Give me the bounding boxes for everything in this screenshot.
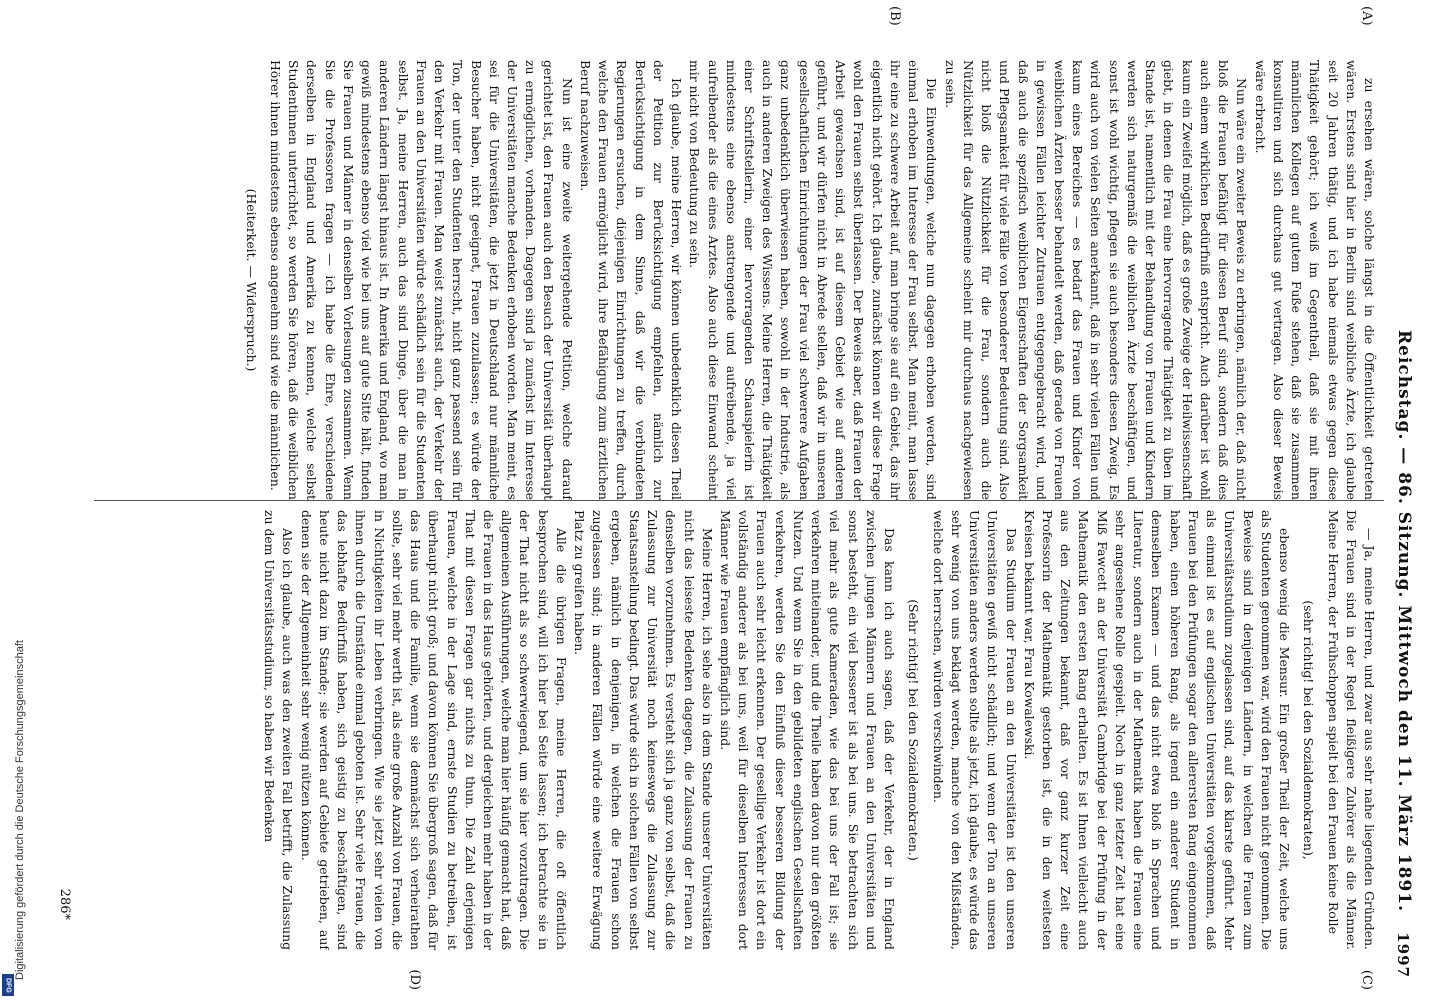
page-number: 1997 [1394,932,1412,978]
left-column [98,60,1378,500]
margin-mark-a: (A) [1359,6,1374,26]
interjection: (Sehr richtig! bei den Sozialdemokraten.) [906,599,922,861]
paragraph: — Ja, meine Herren, und zwar aus sehr nahe liegenden Gründen. Die Frauen sind in der Regel fleißigere Zuhörer als die Männer. Meine Herren, der Frühschoppen spielt bei den Frauen keine Rolle [1325,510,1377,950]
margin-mark-c: (C) [1359,969,1374,990]
column-divider [94,500,1384,501]
dfg-logo: DFG [2,974,14,996]
interjection: (Heiterkeit. — Widerspruch.) [243,188,259,372]
signature-mark: 286* [57,888,72,920]
interjection: (sehr richtig! bei den Sozialdemokraten), [1301,600,1317,860]
paragraph: Nun wäre ein zweiter Beweis zu erbringen, nämlich der, daß nicht bloß die Frauen befähigt für diesen Beruf sind, sondern daß dies auch einem wirklichen Bedürfniß entspricht. Auch darüber ist wohl kaum ein Zweifel möglich, daß es große Zweige der Heilwissenschaft giebt, in denen die Frau eine hervorragende Thätigkeit zu üben im Stande ist, namentlich mit der Behandlung von Frauen und Kindern werden sich naturgemäß die weiblichen Ärzte beschäftigen, und sonst ist wohl wichtig, pflegen sie auch besonders diesen Zweig. Es wird auch von vielen Seiten anerkannt, daß in sehr vielen Fällen und kaum eines Bereiches — es bedarf das Frauen und Kinder von weiblichen Ärzten besser behandelt werden, daß gerade von Frauen in gewissen Fällen leichter Zutrauen entgegengebracht wird, und daß auch die spezifisch weiblichen Eigenschaften der Sorgsamkeit und Pflegsamkeit für viele Fälle von besonderer Bedeutung sind. Also nicht bloß die Nützlichkeit für die Frau, sondern auch die Nützlichkeit für das Allgemeine scheint mir durchaus nachgewiesen zu sein. [942,60,1250,500]
right-column [98,510,1378,950]
paragraph: Die Einwendungen, welche nun dagegen erhoben werden, sind einmal erhoben im Interesse der Frau selbst. Man meint, man lasse ihr eine zu schwere Arbeit auf, man bringe sie auf ein Gebiet, das ihr eigentlich nicht gehört. Ich glaube, zunächst können wir diese Frage wohl den Frauen selbst überlassen. Der Beweis aber, daß Frauen der Arbeit gewachsen sind, ist auf diesem Gebiet wie auf anderen geführt, und wir dürfen nicht in Abrede stellen, daß wir in unseren gesellschaftlichen Einrichtungen der Frau viel schwerere Aufgaben ganz unbedenklich überwiesen haben, sowohl in der Industrie, als auch in anderen Zweigen des Wissens. Meine Herren, die Thätigkeit einer Schriftstellerin, einer hervorragenden Schauspielerin ist mindestens eine ebenso anstrengende und aufreibende, ja viel aufreibender als die eines Arztes. Also auch diese Einwand scheint mir nicht von Bedeutung zu sein. [687,60,940,500]
paragraph: zu ersehen wären, solche längst in die Öffentlichkeit getreten wären. Erstens sind hier in Berlin sind weibliche Ärzte, ich glaube seit 20 Jahren thätig, und ich habe niemals etwas gegen diese Thätigkeit gehört; ich weiß im Gegentheil, daß sie mit ihren männlichen Kollegen auf gutem Fuße stehen, daß sie zusammen konsultiren und sich durchaus gut vertragen. Also dieser Beweis wäre erbracht. [1252,60,1377,500]
page-header-title: Reichstag. — 86. Sitzung. Mittwoch den 11. März 1891. [1394,330,1414,913]
margin-mark-d: (D) [407,969,422,990]
digitization-note: Digitalisierung gefördert durch die Deutsche Forschungsgemeinschaft [14,640,26,980]
paragraph: Ich glaube, meine Herren, wir können unbedenklich diesen Theil der Petition zur Berücksichtigung empfehlen, nämlich zur Berücksichtigung in dem Sinne, daß wir die verbündeten Regierungen ersuchen, diejenigen Einrichtungen zu treffen, durch welche den Frauen ermöglicht wird, ihre Befähigung zum ärztlichen Beruf nachzuweisen. [577,60,685,500]
margin-mark-b: (B) [887,6,902,26]
paragraph: Das kann ich auch sagen, daß der Verkehr, der in England zwischen jungen Männern und Frauen an den Universitäten und sonst besteht, ein viel besserer ist als bei uns. Sie betrachten sich viel mehr als gute Kameraden, wie das bei uns der Fall ist; sie verkehren miteinander, und die Theile haben davon nur den größten Nutzen. Und wenn Sie in den gebildeten englischen Gesellschaften verkehren, werden Sie den Einfluß dieser besseren Bildung der Frauen auch sehr leicht erkennen. Der gesellige Verkehr ist dort ein vollständig anderer als bei uns, weil für dieselben Interessen dort Männer wie Frauen empfänglich sind. [718,510,898,950]
paragraph: Alle die übrigen Fragen, meine Herren, die oft öffentlich besprochen sind, will ich hier bei Seite lassen; ich betrachte sie in der That nicht als so schwerwiegend, um sie hier vorzutragen. Die allgemeinen Ausführungen, welche man hier häufig gemacht hat, daß die Frauen in das Haus gehörten, und dergleichen mehr haben in der That mit diesen Fragen gar nichts zu thun. Die Zahl derjenigen Frauen, welche in der Lage sind, ernste Studien zu betreiben, ist überhaupt nicht groß; und davon können Sie übergroß sagen, daß für das Haus und die Familie, wenn sie demnächst sich verheirathen sollte, sehr viel mehr werth ist, als eine große Anzahl von Frauen, die in Nichtigkeiten ihr Leben verbringen. Wie sie jetzt sehr vielen von ihnen durch die Umstände einmal geboten ist. Sehr viele Frauen, die das lebhafte Bedürfniß haben, sich geistig zu beschäftigen, sind heute nicht dazu im Stande; sie werden auf Gebiete getrieben, auf denen sie der Allgemeinheit sehr wenig nützen können. [298,510,569,950]
paragraph: Also ich glaube, auch was den zweiten Fall betrifft, die Zulassung zu dem Universitätsstudium, so haben wir Bedenken [262,510,296,950]
paragraph: Das Studium der Frauen an den Universitäten ist den unseren Universitäten gewiß nicht schädlich; und wenn der Ton an unseren Universitäten anders werden sollte als jetzt, ich glaube, es würde das sehr wenig von uns beklagt werden, manche von den Mißständen, welche dort herrschen, würden verschwinden. [930,510,1019,950]
paragraph: ebenso wenig die Mensur. Ein großer Theil der Zeit, welche uns als Studenten genommen war, wird den Frauen nicht genommen. Die Beweise sind in denjenigen Ländern, in welchen die Frauen zum Universitätsstudium zugelassen sind, auf das klarste geführt. Mehr als einmal ist es auf englischen Universitäten vorgekommen, daß Frauen bei den Prüfungen sogar den allerersten Rang eingenommen haben, einen höheren Rang, als irgend ein anderer Student in demselben Examen — und das nicht etwa bloß in Sprachen und Literatur, sondern auch in der Mathematik haben die Frauen eine sehr angesehene Rolle gespielt. Noch in ganz letzter Zeit hat eine Miß Fawcett an der Universität Cambridge bei der Prüfung in der Mathematik den ersten Rang erhalten. Es ist Ihnen vielleicht auch aus den Zeitungen bekannt, daß vor ganz kurzer Zeit eine Professorin der Mathematik gestorben ist, die in den weitesten Kreisen bekannt war, Frau Kowalewski. [1021,510,1293,950]
paragraph: Meine Herren, ich sehe also in dem Stande unserer Universitäten nicht das leiseste Bedenken dagegen, die Zulassung der Frauen zu denselben vorzunehmen. Es versteht sich ja ganz von selbst, daß die Zulassung zur Universität noch keineswegs die Zulassung zur Staatsanstellung bedingt. Das würde sich in solchen Fällen von selbst ergeben, nämlich in denjenigen, in welchen die Frauen schon zugelassen sind; in anderen Fällen würde eine weitere Erwägung Platz zu greifen haben. [572,510,715,950]
paragraph: Nun ist eine zweite weitergehende Petition, welche darauf gerichtet ist, den Frauen auch den Besuch der Universität überhaupt zu ermöglichen, vorhanden. Dagegen sind ja zunächst im Interesse der Universitäten manche Bedenken erhoben worden. Man meint, es sei für die Universitäten, die jetzt in Deutschland nur männliche Besucher haben, nicht geeignet, Frauen zuzulassen; es würde der Ton, der unter den Studenten herrscht, nicht ganz passend sein für den Verkehr mit Frauen. Man weist zunächst auch, der Verkehr der Frauen an den Universitäten würde schädlich sein für die Studenten selbst. Ja, meine Herren, auch das sind Dinge, über die man in anderen Ländern längst hinaus ist. In Amerika und England, wo man gewiß mindestens ebenso viel wie bei uns auf gute Sitte hält, finden Sie Frauen und Männer in denselben Vorlesungen zusammen. Wenn Sie die Professoren fragen — ich habe die Ehre, verschiedene derselben in England und Amerika zu kennen, welche selbst Studentinnen unterrichtet, so werden Sie hören, daß die weiblichen Hörer ihnen mindestens ebenso angenehm sind wie die männlichen. [267,60,575,500]
